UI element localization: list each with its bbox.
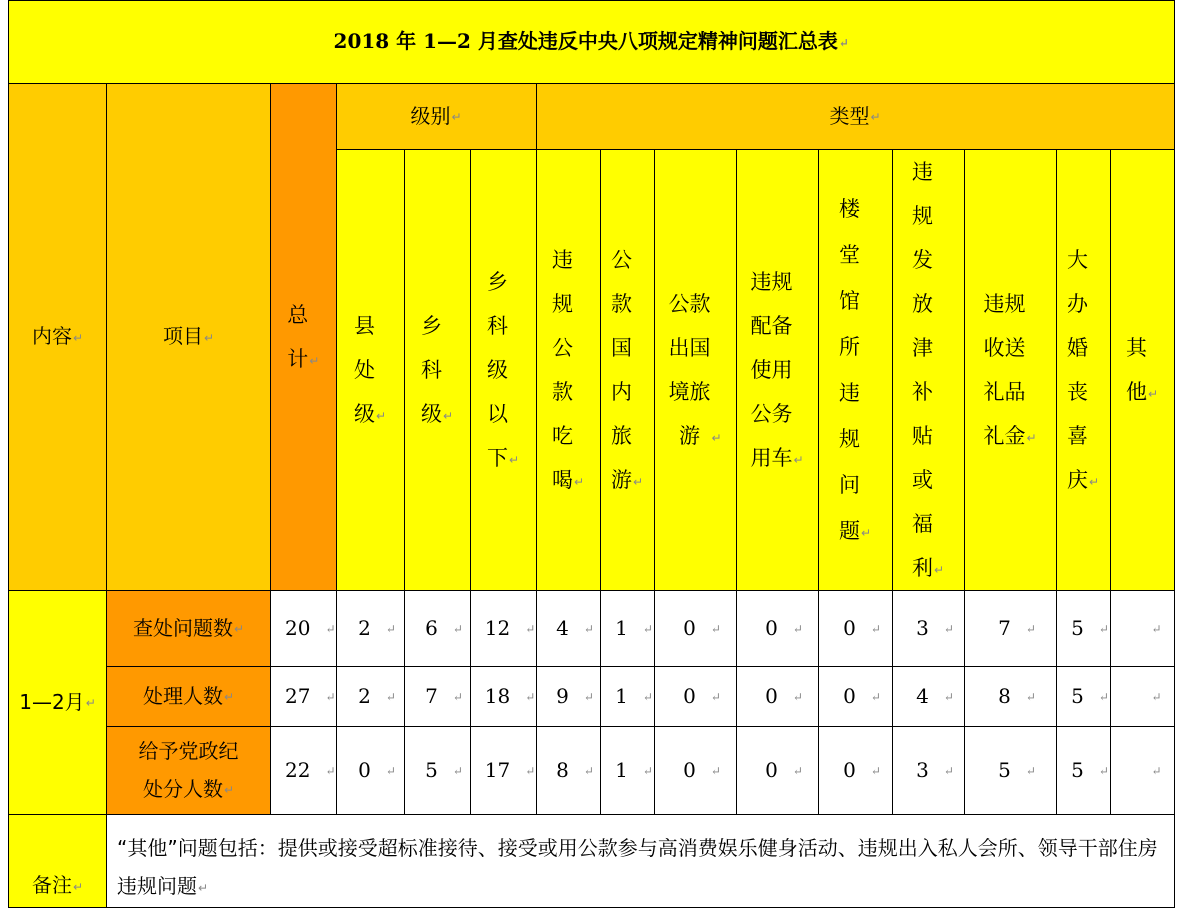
note-label: 备注↵ [9, 815, 107, 908]
header-type-domestic-travel: 公 款 国 内 旅 游↵ [600, 150, 654, 591]
table-cell: 7 ↵ [964, 591, 1056, 667]
header-type-dining: 违 规 公 款 吃 喝↵ [536, 150, 600, 591]
header-total: 总 计↵ [271, 84, 337, 591]
table-cell: 22 ↵ [271, 727, 337, 815]
header-type-weddings-funerals: 大 办 婚 丧 喜 庆↵ [1056, 150, 1110, 591]
header-type-allowances: 违 规 发 放 津 补 贴 或 福 利↵ [892, 150, 964, 591]
table-cell: 0 ↵ [654, 591, 736, 667]
table-cell: 1 ↵ [600, 667, 654, 727]
table-cell: 8 ↵ [536, 727, 600, 815]
table-cell: 2 ↵ [336, 667, 404, 727]
table-cell: 6 ↵ [404, 591, 470, 667]
table-cell: 0 ↵ [818, 591, 892, 667]
table-cell: 17 ↵ [470, 727, 536, 815]
table-cell: 5 ↵ [964, 727, 1056, 815]
table-title: 2018 年 1—2 月查处违反中央八项规定精神问题汇总表↵ [9, 1, 1175, 84]
header-type-overseas-travel: 公款 出国 境旅 游 ↵ [654, 150, 736, 591]
table-cell: 12 ↵ [470, 591, 536, 667]
table-cell: 5 ↵ [1056, 667, 1110, 727]
table-cell: 0 ↵ [654, 667, 736, 727]
header-type-group: 类型↵ [536, 84, 1174, 150]
table-cell: 0 ↵ [336, 727, 404, 815]
table-cell: ↵ [1110, 667, 1174, 727]
table-cell: 5 ↵ [1056, 591, 1110, 667]
table-cell: 4 ↵ [892, 667, 964, 727]
table-cell: 5 ↵ [1056, 727, 1110, 815]
table-cell: 3 ↵ [892, 591, 964, 667]
table-cell: 18 ↵ [470, 667, 536, 727]
table-cell: 7 ↵ [404, 667, 470, 727]
table-cell: 0 ↵ [736, 727, 818, 815]
table-cell: 0 ↵ [818, 727, 892, 815]
row-label: 处理人数↵ [107, 667, 271, 727]
table-cell: 4 ↵ [536, 591, 600, 667]
period-cell: 1—2月↵ [9, 591, 107, 815]
header-type-official-cars: 违规 配备 使用 公务 用车↵ [736, 150, 818, 591]
table-cell: 0 ↵ [654, 727, 736, 815]
header-type-buildings: 楼 堂 馆 所 违 规 问 题↵ [818, 150, 892, 591]
row-label: 给予党政纪 处分人数↵ [107, 727, 271, 815]
header-item: 项目↵ [107, 84, 271, 591]
table-cell: ↵ [1110, 727, 1174, 815]
table-cell: 1 ↵ [600, 591, 654, 667]
row-label: 查处问题数↵ [107, 591, 271, 667]
table-cell: 0 ↵ [818, 667, 892, 727]
table-cell: 1 ↵ [600, 727, 654, 815]
note-text: “其他”问题包括：提供或接受超标准接待、接受或用公款参与高消费娱乐健身活动、违规出入私人会所、领导干部住房违规问题↵ [107, 815, 1175, 908]
header-type-other: 其 他↵ [1110, 150, 1174, 591]
table-cell: 0 ↵ [736, 667, 818, 727]
table-cell: 3 ↵ [892, 727, 964, 815]
table-cell: 5 ↵ [404, 727, 470, 815]
table-cell: 20 ↵ [271, 591, 337, 667]
header-level-township: 乡 科 级↵ [404, 150, 470, 591]
header-level-county: 县 处 级↵ [336, 150, 404, 591]
table-cell: 9 ↵ [536, 667, 600, 727]
table-cell: ↵ [1110, 591, 1174, 667]
header-type-gifts: 违规 收送 礼品 礼金↵ [964, 150, 1056, 591]
table-cell: 0 ↵ [736, 591, 818, 667]
header-level-below: 乡 科 级 以 下↵ [470, 150, 536, 591]
summary-table [8, 0, 1175, 908]
table-cell: 2 ↵ [336, 591, 404, 667]
header-content: 内容↵ [9, 84, 107, 591]
table-cell: 8 ↵ [964, 667, 1056, 727]
header-level-group: 级别↵ [336, 84, 536, 150]
table-cell: 27 ↵ [271, 667, 337, 727]
